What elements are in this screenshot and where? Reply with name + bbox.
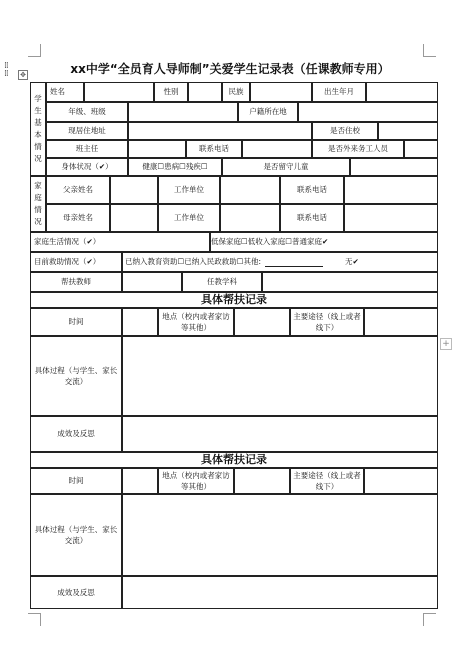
- record-1-heading: 具体帮扶记录: [30, 292, 438, 308]
- record-2-field-method[interactable]: [364, 468, 438, 494]
- field-grade-class[interactable]: [128, 102, 238, 122]
- label-left-behind: 是否留守儿童: [222, 158, 350, 176]
- label-gender: 性别: [154, 82, 188, 102]
- record-1-label-method: 主要途径（线上或者线下）: [290, 308, 364, 336]
- field-migrant-child[interactable]: [404, 140, 438, 158]
- label-address: 现居住地址: [46, 122, 128, 140]
- label-contact-phone: 联系电话: [186, 140, 242, 158]
- record-1-label-result: 成效及反思: [30, 416, 122, 452]
- record-1-field-method[interactable]: [364, 308, 438, 336]
- section-family: 家庭情况: [30, 176, 46, 232]
- label-father-work: 工作单位: [158, 176, 220, 204]
- record-2-label-process: 具体过程（与学生、家长交流）: [30, 494, 122, 576]
- label-ethnicity: 民族: [222, 82, 250, 102]
- record-2-field-place[interactable]: [234, 468, 290, 494]
- field-left-behind[interactable]: [350, 158, 438, 176]
- record-2-field-result[interactable]: [122, 576, 438, 609]
- label-name: 姓名: [46, 82, 84, 102]
- label-boarding: 是否住校: [312, 122, 378, 140]
- field-boarding[interactable]: [378, 122, 438, 140]
- field-name[interactable]: [84, 82, 154, 102]
- field-helper-teacher[interactable]: [122, 272, 182, 292]
- field-father-name[interactable]: [110, 176, 158, 204]
- aid-options[interactable]: 已纳入教育资助☐已纳入民政救助☐其他:: [125, 257, 261, 266]
- crop-mark-top-right: [423, 44, 436, 57]
- field-gender[interactable]: [188, 82, 222, 102]
- aid-none[interactable]: 无✔: [344, 257, 359, 266]
- drag-handle-icon[interactable]: ⁞⁞ ⁞⁞: [4, 61, 8, 79]
- record-2-label-time: 时间: [30, 468, 122, 494]
- record-1-field-place[interactable]: [234, 308, 290, 336]
- label-father-name: 父亲姓名: [46, 176, 110, 204]
- label-mother-name: 母亲姓名: [46, 204, 110, 232]
- record-1-field-result[interactable]: [122, 416, 438, 452]
- section-student-basic: 学生基本情况: [30, 82, 46, 176]
- record-table: [30, 82, 438, 609]
- record-2-label-place: 地点（校内或者家访等其他）: [158, 468, 234, 494]
- field-hukou[interactable]: [298, 102, 438, 122]
- label-mother-phone: 联系电话: [280, 204, 344, 232]
- label-migrant-child: 是否外来务工人员: [312, 140, 404, 158]
- record-1-field-process[interactable]: [122, 336, 438, 416]
- label-father-phone: 联系电话: [280, 176, 344, 204]
- label-health: 身体状况（✔）: [46, 158, 128, 176]
- record-2-field-process[interactable]: [122, 494, 438, 576]
- field-head-teacher[interactable]: [128, 140, 186, 158]
- field-mother-phone[interactable]: [344, 204, 438, 232]
- record-1-field-time[interactable]: [122, 308, 158, 336]
- label-birth: 出生年月: [312, 82, 366, 102]
- label-helper-teacher: 帮扶教师: [30, 272, 122, 292]
- field-subject[interactable]: [262, 272, 438, 292]
- family-life-options[interactable]: 低保家庭☐低收入家庭☐普通家庭✔: [210, 232, 438, 252]
- record-1-label-place: 地点（校内或者家访等其他）: [158, 308, 234, 336]
- label-subject: 任教学科: [182, 272, 262, 292]
- field-father-phone[interactable]: [344, 176, 438, 204]
- aid-other-input[interactable]: [265, 257, 323, 267]
- record-2-label-result: 成效及反思: [30, 576, 122, 609]
- record-2-heading: 具体帮扶记录: [30, 452, 438, 468]
- health-options[interactable]: 健康☐患病☐残疾☐: [128, 158, 222, 176]
- add-row-icon[interactable]: +: [440, 338, 452, 350]
- field-birth[interactable]: [366, 82, 438, 102]
- crop-mark-top-left: [28, 44, 41, 57]
- record-1-label-process: 具体过程（与学生、家长交流）: [30, 336, 122, 416]
- label-mother-work: 工作单位: [158, 204, 220, 232]
- field-ethnicity[interactable]: [250, 82, 312, 102]
- label-head-teacher: 班主任: [46, 140, 128, 158]
- field-mother-name[interactable]: [110, 204, 158, 232]
- label-aid: 目前救助情况（✔）: [30, 252, 122, 272]
- field-father-work[interactable]: [220, 176, 280, 204]
- crop-mark-bottom-left: [28, 613, 41, 626]
- label-hukou: 户籍所在地: [238, 102, 298, 122]
- table-move-icon[interactable]: ✥: [18, 70, 28, 80]
- record-2-label-method: 主要途径（线上或者线下）: [290, 468, 364, 494]
- label-family-life: 家庭生活情况（✔）: [30, 232, 210, 252]
- field-contact-phone[interactable]: [242, 140, 312, 158]
- label-grade-class: 年级、班级: [46, 102, 128, 122]
- record-2-field-time[interactable]: [122, 468, 158, 494]
- record-1-label-time: 时间: [30, 308, 122, 336]
- field-mother-work[interactable]: [220, 204, 280, 232]
- crop-mark-bottom-right: [423, 613, 436, 626]
- aid-options-row: [122, 252, 438, 272]
- field-address[interactable]: [128, 122, 312, 140]
- page-title: xx中学“全员育人导师制”关爱学生记录表（任课教师专用）: [70, 62, 390, 76]
